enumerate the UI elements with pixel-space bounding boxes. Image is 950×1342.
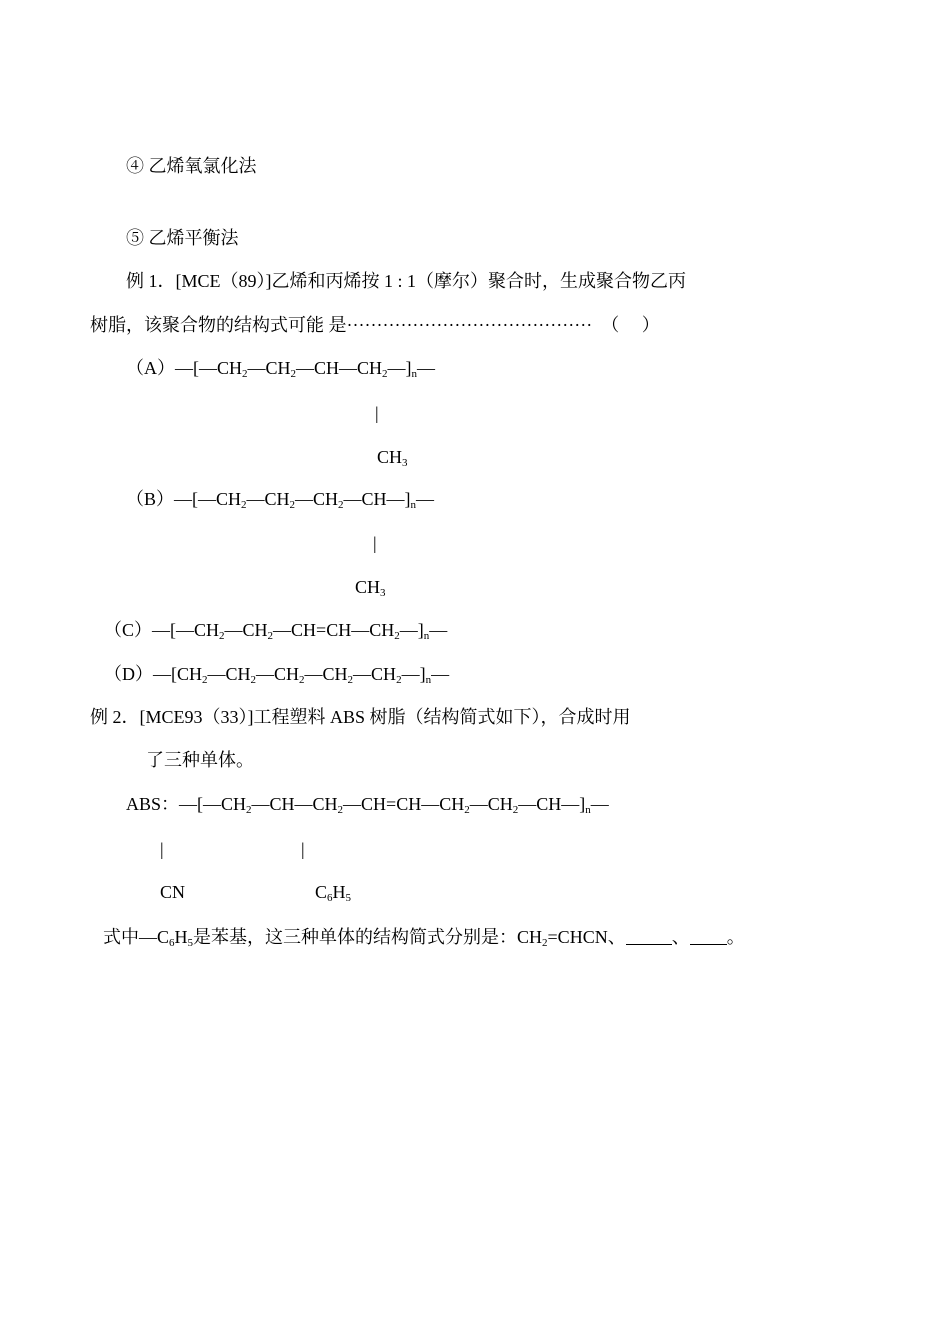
method-4: ④ 乙烯氧氯化法 xyxy=(126,156,257,176)
abs-structure: ABS：$—[—CH_2—CH—CH_2—CH=CH—CH_2—CH_2—CH—]_n—$ xyxy=(126,794,609,816)
example-2-question: 式中$—C_6H_5$是苯基，这三种单体的结构简式分别是：$CH_2=CHCN$、 、 。 xyxy=(103,927,745,949)
option-b-bond: | xyxy=(373,533,377,553)
example-2-line-2: 了三种单体。 xyxy=(146,750,254,770)
option-d: $(D)—[CH_2—CH_2—CH_2—CH_2—CH_2—]_n—$ xyxy=(104,664,450,686)
option-d-label: （D） xyxy=(104,664,153,684)
question-prefix: 式中— xyxy=(103,927,157,947)
option-b: $(B)—[—CH_2—CH_2—CH_2—CH—]_n—$ xyxy=(126,489,435,511)
question-end: 。 xyxy=(726,927,745,947)
question-text: 是苯基，这三种单体的结构简式分别是： xyxy=(193,927,518,947)
option-a-bond: | xyxy=(375,403,379,423)
abs-bond-2: | xyxy=(301,839,305,859)
option-c-label: （C） xyxy=(104,620,153,640)
answer-blank-1[interactable] xyxy=(626,930,672,945)
option-a: $(A)—[—CH_2—CH_2—CH—CH_2—]_n—$ xyxy=(126,358,436,380)
separator-2: 、 xyxy=(671,927,690,947)
separator-1: 、 xyxy=(607,927,626,947)
option-b-substituent: $CH_3$ xyxy=(355,577,386,599)
option-c: $(C)—[—CH_2—CH_2—CH=CH—CH_2—]_n—$ xyxy=(104,620,448,642)
abs-substituent-cn: CN xyxy=(160,882,186,902)
example-1-line-2: 树脂，该聚合物的结构式可能 是········································· （ ） xyxy=(90,315,660,335)
option-a-substituent: $CH_3$ xyxy=(377,447,408,469)
abs-label: ABS： xyxy=(126,794,180,814)
method-5: ⑤ 乙烯平衡法 xyxy=(126,228,239,248)
example-2-line-1: 例 2．[MCE93（33）]工程塑料 ABS 树脂（结构简式如下），合成时用 xyxy=(90,707,631,727)
option-b-label: （B） xyxy=(126,489,175,509)
example-1-line-1: 例 1．[MCE（89）]乙烯和丙烯按 1 : 1（摩尔）聚合时，生成聚合物乙丙 xyxy=(126,271,686,291)
option-a-label: （A） xyxy=(126,358,175,378)
abs-bond-1: | xyxy=(160,839,164,859)
abs-substituent-phenyl: $C_6H_5$ xyxy=(315,882,352,904)
answer-blank-2[interactable] xyxy=(690,930,727,945)
